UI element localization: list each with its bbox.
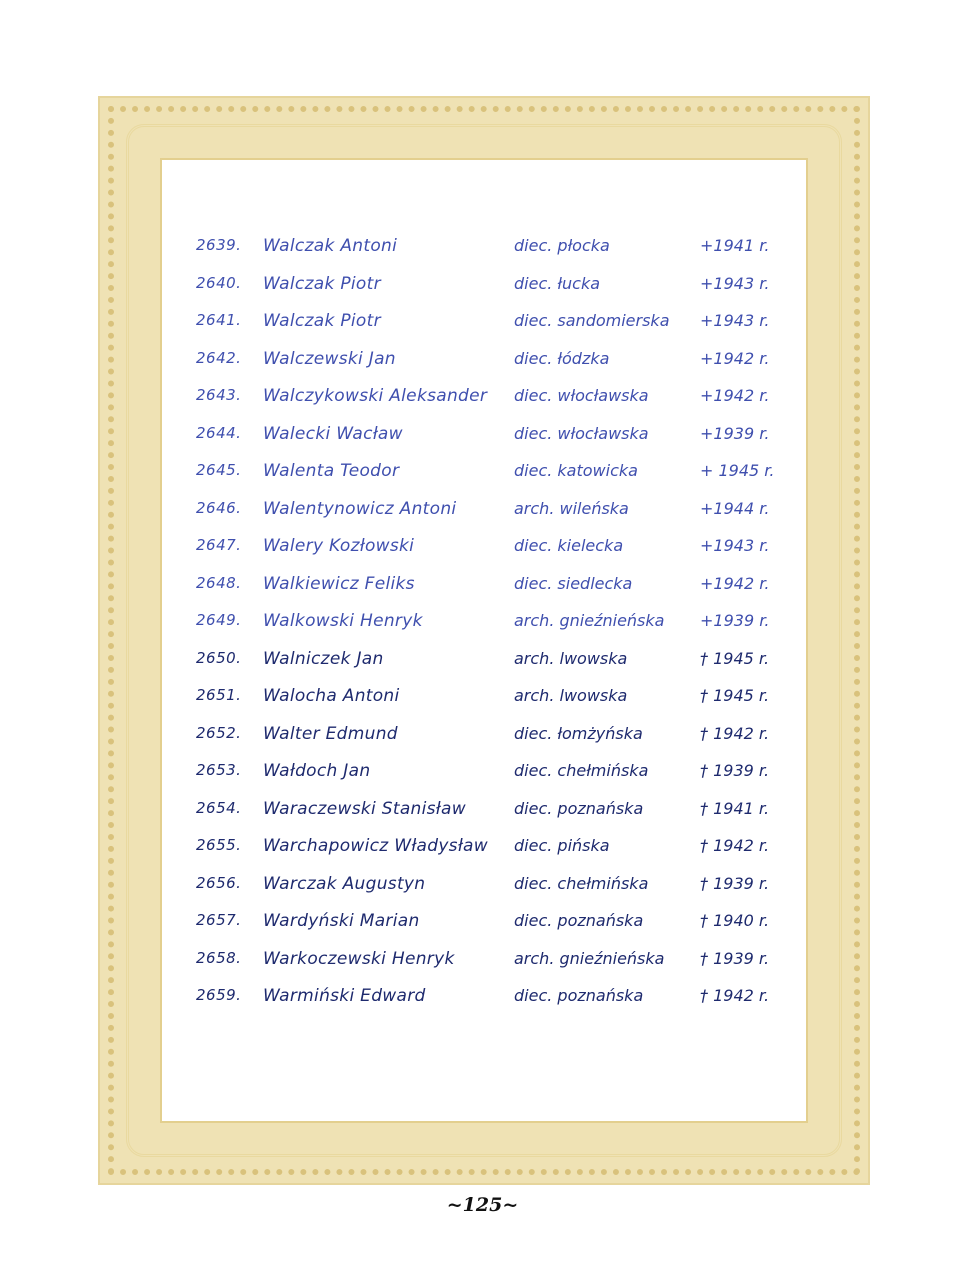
entry-death-year: † 1942 r. [700,836,770,855]
list-item [188,266,798,304]
list-item [188,978,798,1016]
entry-diocese: diec. siedlecka [514,573,633,593]
entry-number: 2643. [196,386,242,404]
entry-death-year: † 1939 r. [700,873,770,893]
entry-number: 2657. [196,911,242,929]
entry-diocese: diec. kielecka [514,536,624,555]
entry-death-year: +1942 r. [700,348,770,368]
entry-number: 2649. [196,611,242,629]
entry-death-year: +1942 r. [700,573,770,593]
entry-name: Walenta Teodor [263,461,400,481]
entry-death-year: +1939 r. [700,423,770,443]
entry-diocese: arch. wileńska [514,498,629,518]
entry-death-year: + 1945 r. [700,461,775,480]
entry-number: 2651. [196,686,242,704]
entry-death-year: +1941 r. [700,236,770,255]
entry-death-year: † 1942 r. [700,986,770,1005]
entry-death-year: † 1940 r. [700,911,770,930]
list-item [188,678,798,716]
list-item [188,566,798,604]
entry-number: 2658. [196,948,242,967]
entry-number: 2653. [196,761,242,779]
entry-name: Walczewski Jan [263,348,396,369]
entry-diocese: diec. włocławska [514,386,649,405]
list-item [188,453,798,491]
entry-diocese: diec. łucka [514,273,601,293]
entry-number: 2648. [196,573,242,592]
entry-name: Warkoczewski Henryk [263,948,455,969]
entry-diocese: diec. włocławska [514,423,649,443]
list-item [188,791,798,829]
list-item [188,303,798,341]
list-item [188,378,798,416]
entry-number: 2656. [196,873,242,892]
entry-number: 2644. [196,423,242,442]
entry-name: Walczykowski Aleksander [263,386,488,406]
entry-death-year: † 1945 r. [700,648,770,668]
list-item [188,416,798,454]
list-item [188,228,798,266]
entry-diocese: arch. gnieźnieńska [514,948,665,968]
entry-number: 2641. [196,311,242,329]
list-item [188,753,798,791]
entry-diocese: arch. lwowska [514,686,628,705]
list-item [188,641,798,679]
entry-death-year: +1943 r. [700,273,770,293]
entry-death-year: † 1941 r. [700,798,770,818]
entry-number: 2654. [196,798,242,817]
entry-diocese: diec. sandomierska [514,311,670,330]
entry-diocese: diec. łódzka [514,348,610,368]
entry-number: 2639. [196,236,242,254]
entry-diocese: diec. poznańska [514,911,644,930]
entry-name: Warchapowicz Władysław [263,836,488,856]
entry-number: 2645. [196,461,242,479]
entry-name: Walkowski Henryk [263,611,423,631]
entry-death-year: +1943 r. [700,311,770,330]
list-item [188,603,798,641]
entry-death-year: +1944 r. [700,498,770,518]
list-item [188,866,798,904]
entry-name: Warczak Augustyn [263,873,426,894]
list-item [188,528,798,566]
entry-diocese: diec. poznańska [514,798,644,818]
list-item [188,716,798,754]
entry-death-year: +1939 r. [700,611,770,630]
entry-number: 2659. [196,986,242,1004]
entry-diocese: arch. lwowska [514,648,628,668]
entry-death-year: +1942 r. [700,386,770,405]
entry-diocese: diec. katowicka [514,461,638,480]
entry-name: Walczak Piotr [263,311,381,331]
list-item [188,828,798,866]
entry-number: 2647. [196,536,242,554]
list-item [188,341,798,379]
page-number: ~125~ [446,1194,519,1216]
entry-death-year: † 1939 r. [700,948,770,968]
entry-name: Wardyński Marian [263,911,420,931]
entry-death-year: † 1942 r. [700,723,770,743]
entry-name: Walentynowicz Antoni [263,498,457,519]
entry-death-year: † 1945 r. [700,686,770,705]
entry-name: Warmiński Edward [263,986,426,1006]
entry-death-year: † 1939 r. [700,761,770,780]
entry-number: 2655. [196,836,242,854]
entry-number: 2642. [196,348,242,367]
entry-diocese: diec. pińska [514,836,610,855]
list-item [188,903,798,941]
entry-name: Walniczek Jan [263,648,384,669]
entry-name: Walecki Wacław [263,423,403,444]
entry-diocese: diec. poznańska [514,986,644,1005]
entry-name: Waraczewski Stanisław [263,798,466,819]
entry-name: Walocha Antoni [263,686,400,706]
entry-number: 2646. [196,498,242,517]
list-item [188,941,798,979]
entry-diocese: diec. łomżyńska [514,723,643,743]
entry-name: Walczak Antoni [263,236,398,256]
list-item [188,491,798,529]
entry-name: Walery Kozłowski [263,536,415,556]
entry-diocese: arch. gnieźnieńska [514,611,665,630]
entry-number: 2652. [196,723,242,742]
entries-list [188,228,798,1016]
entry-diocese: diec. chełmińska [514,873,649,893]
entry-number: 2650. [196,648,242,667]
entry-name: Walter Edmund [263,723,398,744]
entry-death-year: +1943 r. [700,536,770,555]
entry-name: Wałdoch Jan [263,761,371,781]
entry-name: Walczak Piotr [263,273,381,294]
entry-diocese: diec. chełmińska [514,761,649,780]
entry-number: 2640. [196,273,242,292]
entry-diocese: diec. płocka [514,236,610,255]
entry-name: Walkiewicz Feliks [263,573,415,594]
